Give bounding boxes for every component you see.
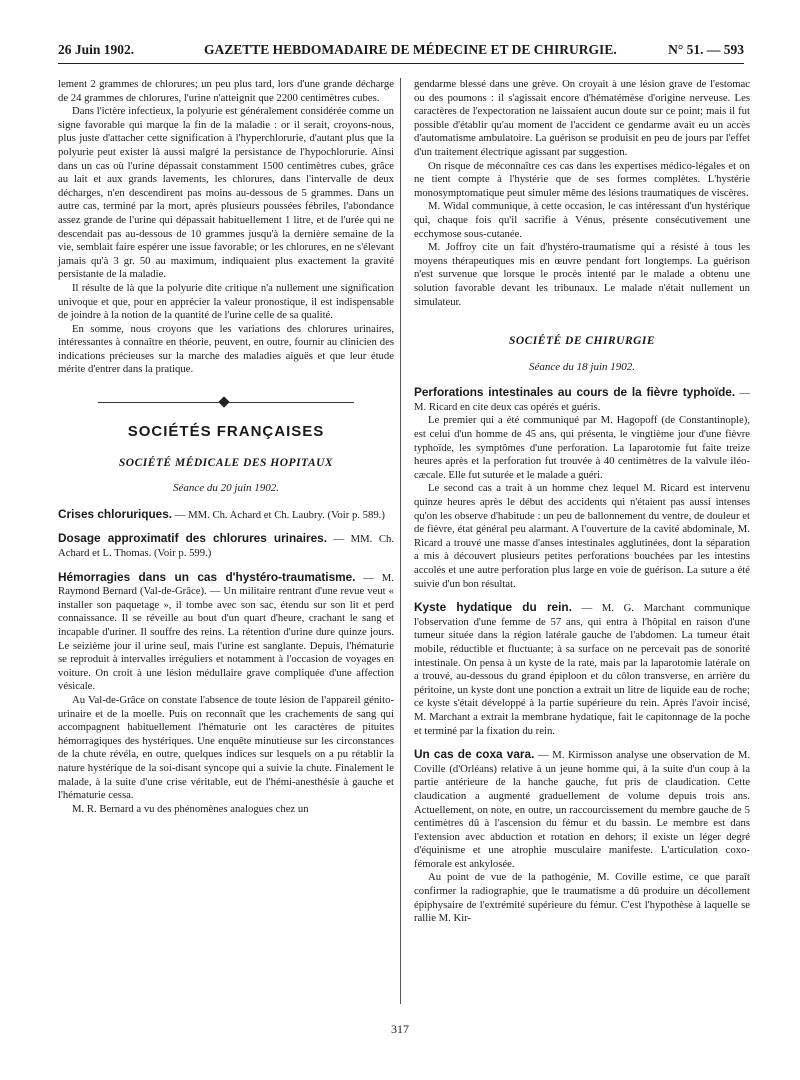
entry-text: — MM. Ch. Achard et Ch. Laubry. (Voir p. 589.) [172, 508, 385, 521]
society-title: SOCIÉTÉ DE CHIRURGIE [508, 335, 656, 348]
paragraph: Le second cas a trait à un homme chez lequel M. Ricard est intervenu quinze heures après le début des accidents qui n'étaient pas aussi intenses qu'on les observe d'habitude : un peu de ballonnement du ventre, de douleur et de fièvre, état général peu alarmant. A l'ouverture de la cavité abdominale, M. Ricard a trouvé une masse d'anses intestinales agglutinées, dont la séparation a mis à découvert plusieurs petites perforations bouchées par les intestins accolés et une autre perforation plus large en voie de guérison. La suture a été suivie d'un bon résultat. [414, 482, 750, 590]
entry-title: Dosage approximatif des chlorures urinaires. [58, 531, 327, 546]
society-title: SOCIÉTÉ MÉDICALE DES HOPITAUX [118, 456, 334, 469]
paragraph: Au point de vue de la pathogénie, M. Coville estime, ce que paraît confirmer la radiographie, que le traumatisme a dû produire un décollement épiphysaire de l'extrémité supérieure du fémur. C'est l'hypothèse à laquelle se rallie M. Kir- [414, 871, 750, 925]
report-entry [58, 508, 394, 523]
paragraph: M. Widal communique, à cette occasion, le cas intéressant d'un hystérique qui, chaque fois qu'il sacrifie à Vénus, présente consécutivement une ecchymose sous-cutanée. [414, 200, 750, 240]
paragraph: Il résulte de là que la polyurie dite critique n'a nullement une signification univoque et que, pour en apprécier la valeur pronostique, il est indispensable de joindre à la notion de la quantité de l'urine celle de sa qualité. [58, 281, 394, 322]
entry-text: — M. G. Marchant communique l'observation d'une femme de 57 ans, qui entra à l'hôpital en raison d'une tumeur située dans la région latérale gauche de l'abdomen. La tumeur était mobile, réductible et fluctuante; à sa surface on ne percevait pas de sonorité intestinale. On pensa à un kyste de la rate, mais par la laparotomie latérale on a trouvé, au-dessous du grand épiploon et du côlon transverse, en arrière du péritoine, un kyste dont une ponction a extrait un litre de liquide eau de roche; ce kyste s'était développé à la partie supérieure du rein. Après l'avoir incisé, M. Marchant a extrait la membrane hydatique, fait le capitonnage de la poche et terminé par la fixation du rein. [414, 602, 750, 737]
entry-text: — M. Kirmisson analyse une observation de M. Coville (d'Orléans) relative à un jeune homme qui, à la suite d'un coup à la partie antérieure de la hanche gauche, fut pris de claudication. Cette claudication a augmenté graduellement de volume depuis trois ans. Actuellement, on note, en outre, un raccourcissement du membre gauche de 5 centimètres dû à l'ascension du fémur et du bassin. Le membre est dans l'extension avec abduction et rotation en dehors; il existe un léger degré d'équinisme et une atrophie musculaire manifeste. L'articulation coxo-fémorale est ankylosée. [414, 749, 750, 870]
entry-title: Kyste hydatique du rein. [414, 600, 572, 615]
section-title: SOCIÉTÉS FRANÇAISES [127, 423, 325, 441]
diamond-ornament-icon [218, 396, 229, 407]
entry-title: Hémorragies dans un cas d'hystéro-traumatisme. [58, 569, 356, 584]
session-date: Séance du 20 juin 1902. [172, 482, 279, 495]
header-date: 26 Juin 1902. [58, 42, 135, 57]
entry-title: Un cas de coxa vara. [414, 747, 535, 762]
paragraph: lement 2 grammes de chlorures; un peu plus tard, lors d'une grande décharge de 24 grammes de chlorures, l'urine n'atteignit que 2200 centimètres cubes. [58, 78, 394, 104]
paragraph: Au Val-de-Grâce on constate l'absence de toute lésion de l'appareil génito-urinaire et de la moelle. Puis on reconnaît que les crachements de sang qui accompagnent habituellement l'hématurie ont les caractères de pituites hémorragiques des hystériques. Une enquête minutieuse sur les circonstances de la chute révéla, en outre, quelques indices sur lesquels on a pu rétablir la nature hystérique de la soi-disant syncope qui a suivie la chute. Finalement le malade, à la suite d'une crise véritable, eut de l'hémi-anesthésie à gauche et l'hématurie cessa. [58, 693, 394, 802]
paragraph: Dans l'ictère infectieux, la polyurie est généralement considérée comme un signe favorable qui marque la fin de la maladie : or il serait, croyons-nous, plus juste d'attacher cette signification à l'hyperchlorurie, d'autant plus que la polyurie peut exister là aussi malgré la persistance de l'hypochlorurie. Ainsi dans un cas où l'urine dépassait constamment 1500 centimètres cubes, grâce au lait et aux grands lavements, les chlorures, dans l'intervalle de deux décharges, n'en descendirent pas moins au-dessous de 5 grammes. Dans un autre cas, terminé par la mort, après plusieurs poussées fébriles, l'abondance assez grande de l'urine qui dépassait habituellement 1 litre, et de l'urée qui ne descendait pas au-dessous de 10 grammes jusqu'à la dernière semaine de la vie, semblait faire espérer une issue favorable; or les chlorures, en ne s'élevant jamais qu'à 3 gr. 50 au maximum, indiquaient plus exactement la gravité persistante de la maladie. [58, 105, 394, 281]
header-rule [58, 63, 744, 64]
running-header [58, 38, 744, 64]
entry-title: Perforations intestinales au cours de la fièvre typhoïde. [414, 385, 736, 400]
report-entry [58, 571, 394, 817]
paragraph: M. R. Bernard a vu des phénomènes analogues chez un [72, 802, 309, 815]
header-issue-page: N° 51. — 593 [668, 42, 744, 57]
session-date: Séance du 18 juin 1902. [528, 360, 635, 373]
paragraph: En somme, nous croyons que les variations des chlorures urinaires, intéressantes à connaître en théorie, peuvent, en outre, fournir au clinicien des indications précieuses sur la marche des maladies aiguës et que leur étude mérite d'entrer dans la pratique. [58, 322, 394, 376]
ornamental-divider [58, 395, 394, 411]
paragraph: On risque de méconnaître ces cas dans les expertises médico-légales et on ne tient compte à l'hystérie que de ses formes complètes. L'hystérie monosymptomatique peut simuler même des lésions traumatiques de viscères. [414, 159, 750, 199]
entry-text: — MM. Ch. Achard et L. Thomas. (Voir p. 599.) [58, 533, 394, 560]
left-column [58, 78, 394, 826]
entry-title: Crises chloruriques. [58, 506, 173, 521]
report-entry [58, 532, 394, 560]
page-number: 317 [391, 1022, 409, 1036]
entry-text: — M. Ricard en cite deux cas opérés et guéris. [414, 387, 751, 413]
column-divider [400, 78, 401, 1004]
entry-text: — M. Raymond Bernard (Val-de-Grâce). — Un militaire rentrant d'une revue veut « installer son paquetage », il tombe avec son sac, étendu sur son lit et perd connaissance. Il se réveille au bout d'un quart d'heure, crachant le sang et incapable d'uriner. Il souffre des reins. La rétention d'urine dure quinze jours. Le seizième jour il urine seul, mais l'urine est sanglante. Depuis, l'hématurie se reproduit à intervalles irréguliers et notamment à l'occasion de voyages en voiture. On croit à une lésion médullaire grave compliquée d'une affection vésicale. [58, 571, 394, 693]
paragraph: Le premier qui a été communiqué par M. Hagopoff (de Constantinople), est celui d'un homme de 45 ans, qui présenta, le vingtième jour d'une fièvre typhoïde, les symptômes d'une perforation. La laparotomie fut faite treize heures après et la perforation fut trouvée à 40 centimètres de la valvule iléo-cæcale. Elle fut suturée et le malade a guéri. [414, 414, 750, 481]
report-entry [414, 601, 750, 738]
right-column [414, 78, 750, 936]
paragraph: M. Joffroy cite un fait d'hystéro-traumatisme qui a résisté à tous les moyens thérapeutiques mis en œuvre pendant fort longtemps. La guérison n'est survenue que lorsque le procès intenté par le malade a obtenu une solution favorable devant les tribunaux. Le malade n'était nullement un simulateur. [414, 241, 750, 308]
paragraph: gendarme blessé dans une grève. On croyait à une lésion grave de l'estomac ou des poumons : il s'agissait encore d'hématémèse d'origine nerveuse. Les caractères de l'expectoration ne laissaient aucun doute sur ce point; mais il fut possible d'établir qu'au moment de l'accident ce gendarme avait eu un accès d'automatisme ambulatoire. La guérison se produisit en peu de jours par l'effet d'un traitement électrique agissant par suggestion. [414, 78, 750, 158]
report-entry [414, 748, 750, 926]
header-journal-title: GAZETTE HEBDOMADAIRE DE MÉDECINE ET DE CHIRURGIE. [204, 42, 617, 57]
report-entry [414, 386, 750, 591]
